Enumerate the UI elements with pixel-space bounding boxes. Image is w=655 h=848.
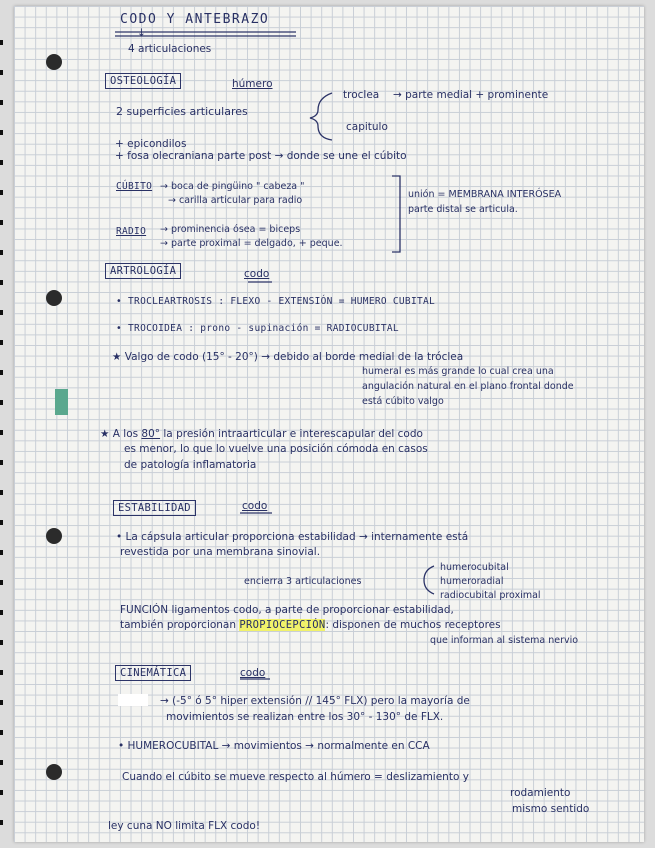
punch-hole-lower	[46, 528, 62, 544]
white-out-patch	[118, 694, 148, 706]
radio-line-2: → parte proximal = delgado, + peque.	[160, 238, 343, 249]
articulacion-2: humeroradial	[440, 576, 504, 587]
section-heading-cinematica: CINEMÁTICA	[115, 665, 191, 681]
troclea-note: → parte medial + prominente	[393, 89, 549, 101]
funcion-line-2	[120, 619, 501, 631]
punch-hole-top	[46, 54, 62, 70]
a80-line-2: es menor, lo que lo vuelve una posición cómoda en casos	[124, 443, 428, 455]
capsula-line-2: revestida por una membrana sinovial.	[120, 546, 321, 558]
membrana-line-2: parte distal se articula.	[408, 204, 518, 215]
a80-line-3: de patología inflamatoria	[124, 459, 257, 471]
funcion-rest: : disponen de muchos receptores	[325, 619, 501, 631]
cuando-line-2: rodamiento	[510, 787, 571, 799]
section-heading-estabilidad: ESTABILIDAD	[113, 500, 196, 516]
trocoidea-line: • TROCOIDEA : prono - supinación = RADIOCUBITAL	[116, 323, 399, 334]
section-heading-osteologia: OSTEOLOGÍA	[105, 73, 181, 89]
page-tab-sticker	[55, 389, 68, 415]
punch-hole-upper	[46, 290, 62, 306]
range-line-2: movimientos se realizan entre los 30° - 130° de FLX.	[166, 711, 444, 723]
radio-line-1: → prominencia ósea = biceps	[160, 224, 301, 235]
epicondilos-text: + epicondilos	[115, 138, 187, 150]
membrana-line-1: unión = MEMBRANA INTERÓSEA	[408, 189, 562, 200]
superficies-text: 2 superficies articulares	[116, 105, 248, 118]
range-line-1: → (-5° ó 5° hiper extensión // 145° FLX) pero la mayoría de	[160, 695, 470, 707]
radio-label: RADIO	[116, 226, 147, 237]
valgo-line-3: angulación natural en el plano frontal donde	[362, 381, 574, 392]
capsula-line-1: • La cápsula articular proporciona estabilidad → internamente está	[116, 531, 469, 543]
a80-line-1	[100, 428, 423, 440]
funcion-line-3: que informan al sistema nervio	[430, 635, 579, 646]
fosa-text: + fosa olecraniana parte post → donde se une el cúbito	[115, 150, 407, 162]
articulacion-1: humerocubital	[440, 562, 509, 573]
capitulo-text: capitulo	[346, 121, 388, 133]
cubito-line-1: → boca de pingüino " cabeza "	[160, 181, 305, 192]
valgo-line-1: ★ Valgo de codo (15° - 20°) → debido al borde medial de la tróclea	[112, 351, 464, 363]
section-sub-codo-3: codo	[240, 667, 266, 679]
cubito-label: CÚBITO	[116, 181, 153, 192]
page-title: CODO Y ANTEBRAZO	[120, 12, 270, 27]
valgo-line-4: está cúbito valgo	[362, 396, 444, 407]
valgo-line-2: humeral es más grande lo cual crea una	[362, 366, 554, 377]
funcion-prefix: también proporcionan	[120, 619, 240, 631]
troclearthrosis-line: • TROCLEARTROSIS : FLEXO - EXTENSIÓN = HUMERO CUBITAL	[116, 296, 436, 307]
cubito-line-2: → carilla articular para radio	[168, 195, 303, 206]
section-heading-artrologia: ARTROLOGÍA	[105, 263, 181, 279]
punch-hole-bottom	[46, 764, 62, 780]
section-sub-humero: húmero	[232, 78, 273, 90]
a80-degree: 80°	[141, 428, 161, 440]
cuando-line-3: mismo sentido	[512, 803, 590, 815]
title-arrow: ↓	[137, 27, 146, 39]
troclea-text: troclea	[343, 89, 380, 101]
a80-rest: la presión intraarticular e interescapular del codo	[160, 428, 423, 440]
a80-prefix: ★ A los	[100, 428, 142, 440]
propiocepcion-highlight: PROPIOCEPCIÓN	[239, 619, 326, 631]
humerocubital-line: • HUMEROCUBITAL → movimientos → normalmente en CCA	[118, 740, 430, 752]
section-sub-codo-1: codo	[244, 268, 270, 280]
section-sub-codo-2: codo	[242, 500, 268, 512]
final-note: ley cuna NO limita FLX codo!	[108, 820, 261, 832]
funcion-line-1: FUNCIÓN ligamentos codo, a parte de proporcionar estabilidad,	[120, 604, 454, 616]
encierra-text: encierra 3 articulaciones	[244, 576, 362, 587]
articulacion-3: radiocubital proximal	[440, 590, 541, 601]
cuando-line-1: Cuando el cúbito se mueve respecto al húmero = deslizamiento y	[122, 771, 469, 783]
subtitle: 4 articulaciones	[128, 43, 212, 55]
